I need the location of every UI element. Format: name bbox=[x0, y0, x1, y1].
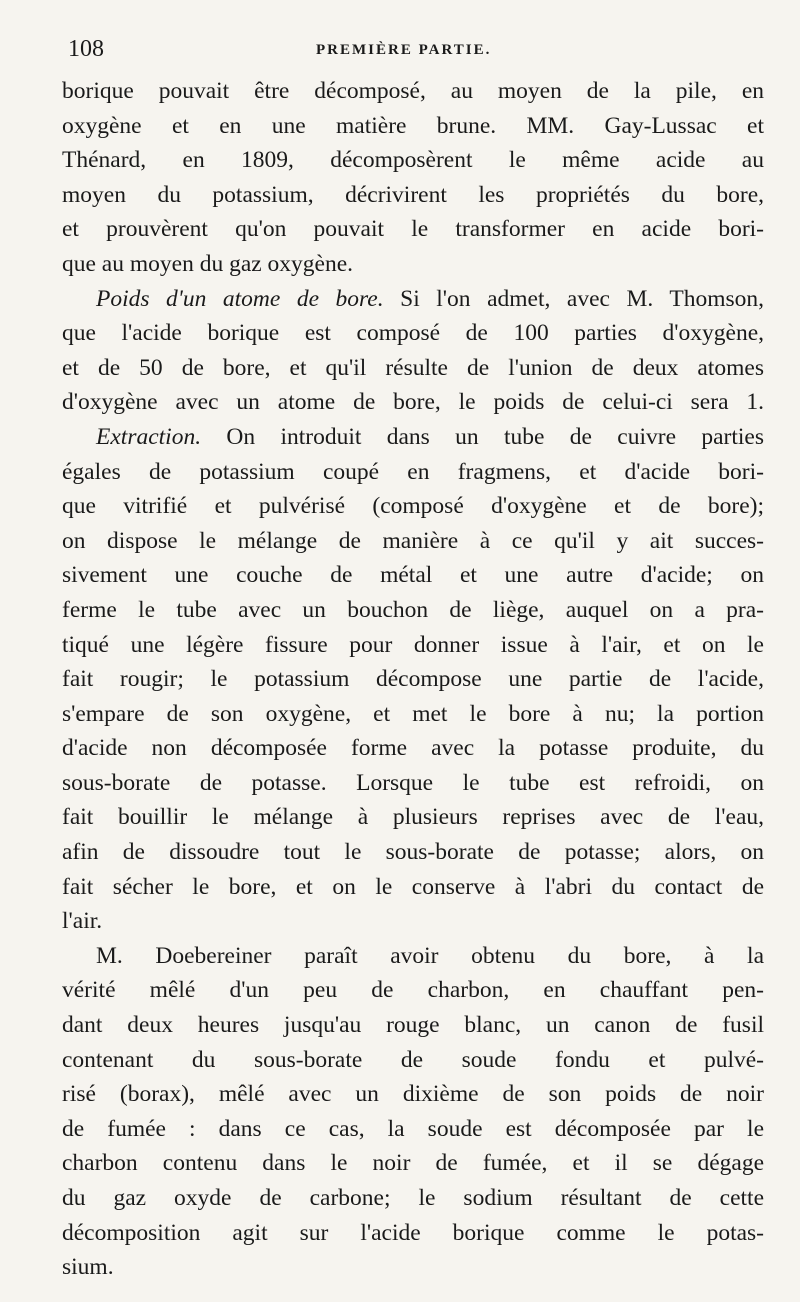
text-line bbox=[62, 212, 764, 247]
line-text: sous-borate de potasse. Lorsque le tube est refroidi, on bbox=[62, 769, 764, 796]
line-text: charbon contenu dans le noir de fumée, et il se dégage bbox=[62, 1150, 764, 1177]
paragraph-lead: Extraction. bbox=[96, 423, 202, 450]
line-text: Thénard, en 1809, décomposèrent le même acide au bbox=[62, 147, 764, 174]
line-text: que au moyen du gaz oxygène. bbox=[62, 250, 354, 277]
line-text: que l'acide borique est composé de 100 parties d'oxygène, bbox=[62, 320, 764, 347]
line-text: borique pouvait être décomposé, au moyen de la pile, en bbox=[62, 78, 764, 104]
line-text: on dispose le mélange de manière à ce qu'il y ait succes- bbox=[62, 527, 764, 554]
text-line bbox=[62, 1146, 764, 1181]
text-line bbox=[62, 489, 764, 524]
line-text: et prouvèrent qu'on pouvait le transformer en acide bori- bbox=[62, 216, 764, 243]
text-line bbox=[62, 1216, 764, 1251]
text-line bbox=[62, 351, 764, 386]
line-text: fait sécher le bore, et on le conserve à l'abri du contact de bbox=[62, 873, 764, 900]
text-line bbox=[62, 593, 764, 628]
text-line bbox=[62, 316, 764, 351]
text-line bbox=[62, 74, 764, 109]
text-line bbox=[62, 524, 764, 559]
text-line bbox=[62, 1077, 764, 1112]
line-text: oxygène et en une matière brune. MM. Gay-Lussac et bbox=[62, 112, 764, 139]
body-text bbox=[62, 74, 764, 1285]
text-line bbox=[62, 1181, 764, 1216]
text-line bbox=[62, 1250, 764, 1285]
text-line bbox=[62, 247, 764, 282]
text-line bbox=[62, 731, 764, 766]
text-line bbox=[62, 385, 764, 420]
text-line bbox=[62, 662, 764, 697]
line-text: et de 50 de bore, et qu'il résulte de l'union de deux atomes bbox=[62, 354, 764, 381]
line-text: d'acide non décomposée forme avec la potasse produite, du bbox=[62, 735, 764, 762]
text-line bbox=[62, 455, 764, 490]
text-line bbox=[62, 628, 764, 663]
text-line bbox=[62, 1043, 764, 1078]
line-text: sivement une couche de métal et une autre d'acide; on bbox=[62, 562, 764, 589]
text-line bbox=[62, 939, 764, 974]
text-line bbox=[62, 973, 764, 1008]
running-head: PREMIÈRE PARTIE. bbox=[316, 42, 492, 58]
line-text: contenant du sous-borate de soude fondu et pulvé- bbox=[62, 1046, 764, 1073]
text-line bbox=[62, 697, 764, 732]
text-line bbox=[62, 870, 764, 905]
line-text: ferme le tube avec un bouchon de liège, auquel on a pra- bbox=[62, 596, 764, 623]
line-text: d'oxygène avec un atome de bore, le poids de celui-ci sera 1. bbox=[62, 389, 764, 416]
line-text: moyen du potassium, décrivirent les propriétés du bore, bbox=[62, 181, 764, 208]
line-text: décomposition agit sur l'acide borique comme le potas- bbox=[62, 1219, 764, 1246]
page-number: 108 bbox=[68, 36, 104, 62]
text-line bbox=[62, 558, 764, 593]
line-text: Si l'on admet, avec M. Thomson, bbox=[383, 285, 764, 312]
text-line bbox=[62, 1008, 764, 1043]
line-text: tiqué une légère fissure pour donner issue à l'air, et on le bbox=[62, 631, 764, 658]
paragraph-lead: Poids d'un atome de bore. bbox=[96, 285, 384, 312]
line-text: égales de potassium coupé en fragmens, et d'acide bori- bbox=[62, 458, 764, 485]
line-text: l'air. bbox=[62, 908, 103, 935]
page-header bbox=[68, 36, 762, 66]
line-text: de fumée : dans ce cas, la soude est décomposée par le bbox=[62, 1115, 764, 1142]
line-text: dant deux heures jusqu'au rouge blanc, un canon de fusil bbox=[62, 1012, 764, 1039]
text-line bbox=[62, 800, 764, 835]
text-line bbox=[62, 904, 764, 939]
text-line bbox=[62, 420, 764, 455]
text-line bbox=[62, 282, 764, 317]
text-line bbox=[62, 109, 764, 144]
line-text: On introduit dans un tube de cuivre parties bbox=[201, 423, 764, 450]
line-text: vérité mêlé d'un peu de charbon, en chauffant pen- bbox=[62, 977, 764, 1004]
text-line bbox=[62, 766, 764, 801]
line-text: afin de dissoudre tout le sous-borate de potasse; alors, on bbox=[62, 839, 764, 866]
text-line bbox=[62, 1112, 764, 1147]
line-text: que vitrifié et pulvérisé (composé d'oxygène et de bore); bbox=[62, 493, 764, 520]
line-text: M. Doebereiner paraît avoir obtenu du bore, à la bbox=[96, 942, 764, 969]
line-text: s'empare de son oxygène, et met le bore à nu; la portion bbox=[62, 700, 764, 727]
line-text: fait rougir; le potassium décompose une partie de l'acide, bbox=[62, 666, 764, 693]
text-line bbox=[62, 835, 764, 870]
line-text: risé (borax), mêlé avec un dixième de son poids de noir bbox=[62, 1081, 764, 1108]
line-text: fait bouillir le mélange à plusieurs reprises avec de l'eau, bbox=[62, 804, 764, 831]
line-text: sium. bbox=[62, 1254, 114, 1281]
line-text: du gaz oxyde de carbone; le sodium résultant de cette bbox=[62, 1185, 764, 1211]
text-line bbox=[62, 143, 764, 178]
text-line bbox=[62, 178, 764, 213]
